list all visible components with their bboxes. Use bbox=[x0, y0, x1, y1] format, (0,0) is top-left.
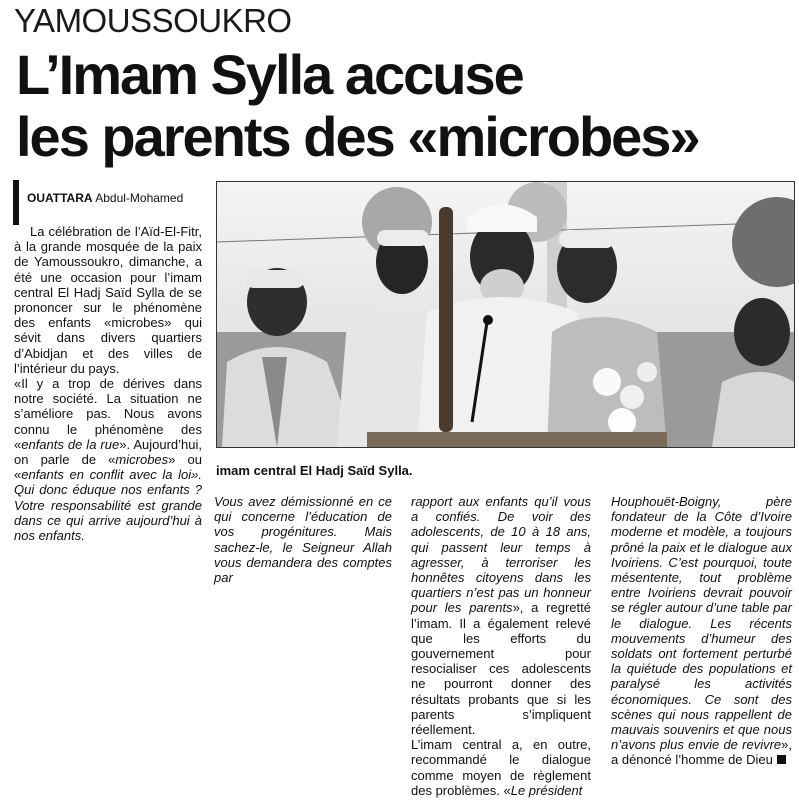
kicker: YAMOUSSOUKRO bbox=[14, 2, 292, 39]
end-of-article-mark bbox=[777, 755, 786, 764]
article-column-2 bbox=[214, 494, 392, 585]
paragraph: L’imam central a, en outre, recommandé le dialogue comme moyen de règlement des problèmes. «Le président bbox=[411, 737, 591, 798]
paragraph: La célébration de l’Aïd-El-Fitr, à la grande mosquée de la paix de Yamoussoukro, dimanche, a été une occasion pour l’imam central El Hadj Saïd Sylla de se prononcer sur le phénomène des enfants «microbes» qui sévit dans divers quartiers d’Abidjan et des villes de l’intérieur du pays. bbox=[14, 224, 202, 376]
article-column-3 bbox=[411, 494, 591, 798]
headline-line-1: L’Imam Sylla accuse bbox=[16, 43, 523, 106]
headline-line-2: les parents des «microbes» bbox=[16, 105, 699, 168]
headline bbox=[16, 44, 796, 168]
byline-rule bbox=[13, 180, 19, 225]
paragraph: Vous avez démissionné en ce qui concerne l’éducation de vos progénitures. Mais sachez-le, le Seigneur Allah vous demandera des comptes par bbox=[214, 494, 392, 586]
byline-given-name: Abdul-Mohamed bbox=[95, 191, 184, 205]
article-column-1 bbox=[14, 224, 202, 543]
byline bbox=[27, 191, 183, 205]
paragraph: rapport aux enfants qu’il vous a confiés. De voir des adolescents, de 10 à 18 ans, qui passent leur temps à agresser, à terroriser les honnêtes citoyens dans les quartiers n’est pas un honneur pour les parents», a regretté l’imam. Il a également relevé que les efforts du gouvernement pour resocialiser ces adolescents ne pourront donner des résultats probants que si les parents s’impliquent réellement. bbox=[411, 494, 591, 738]
article-photo bbox=[216, 181, 795, 448]
article-column-4 bbox=[611, 494, 792, 768]
paragraph: «Il y a trop de dérives dans notre société. La situation ne s’améliore pas. Nous avons connu le phénomène des «enfants de la rue». Aujourd’hui, on parle de «microbes» ou «enfants en conflit avec la loi». Qui donc éduque nos enfants ? Votre responsabilité est grande dans ce qui arrive aujourd’hui à nos enfants. bbox=[14, 376, 202, 544]
imam-speaking-photo bbox=[217, 182, 794, 447]
paragraph: Houphouët-Boigny, père fondateur de la Côte d’Ivoire moderne et modèle, a toujours prôné la paix et le dialogue aux Ivoiriens. C’est pourquoi, toute mésentente, tout problème entre Ivoiriens devrait pouvoir se régler autour d’une table par le dialogue. Les récents mouvements d’humeur des soldats ont fortement perturbé la quiétude des populations et paralysé les activités économiques. Ce sont des scènes qui nous rappellent de mauvais souvenirs et que nous n’avons plus envie de revivre», a dénoncé l’homme de Dieu bbox=[611, 494, 792, 768]
photo-caption: imam central El Hadj Saïd Sylla. bbox=[216, 463, 413, 478]
byline-surname: OUATTARA bbox=[27, 191, 93, 205]
